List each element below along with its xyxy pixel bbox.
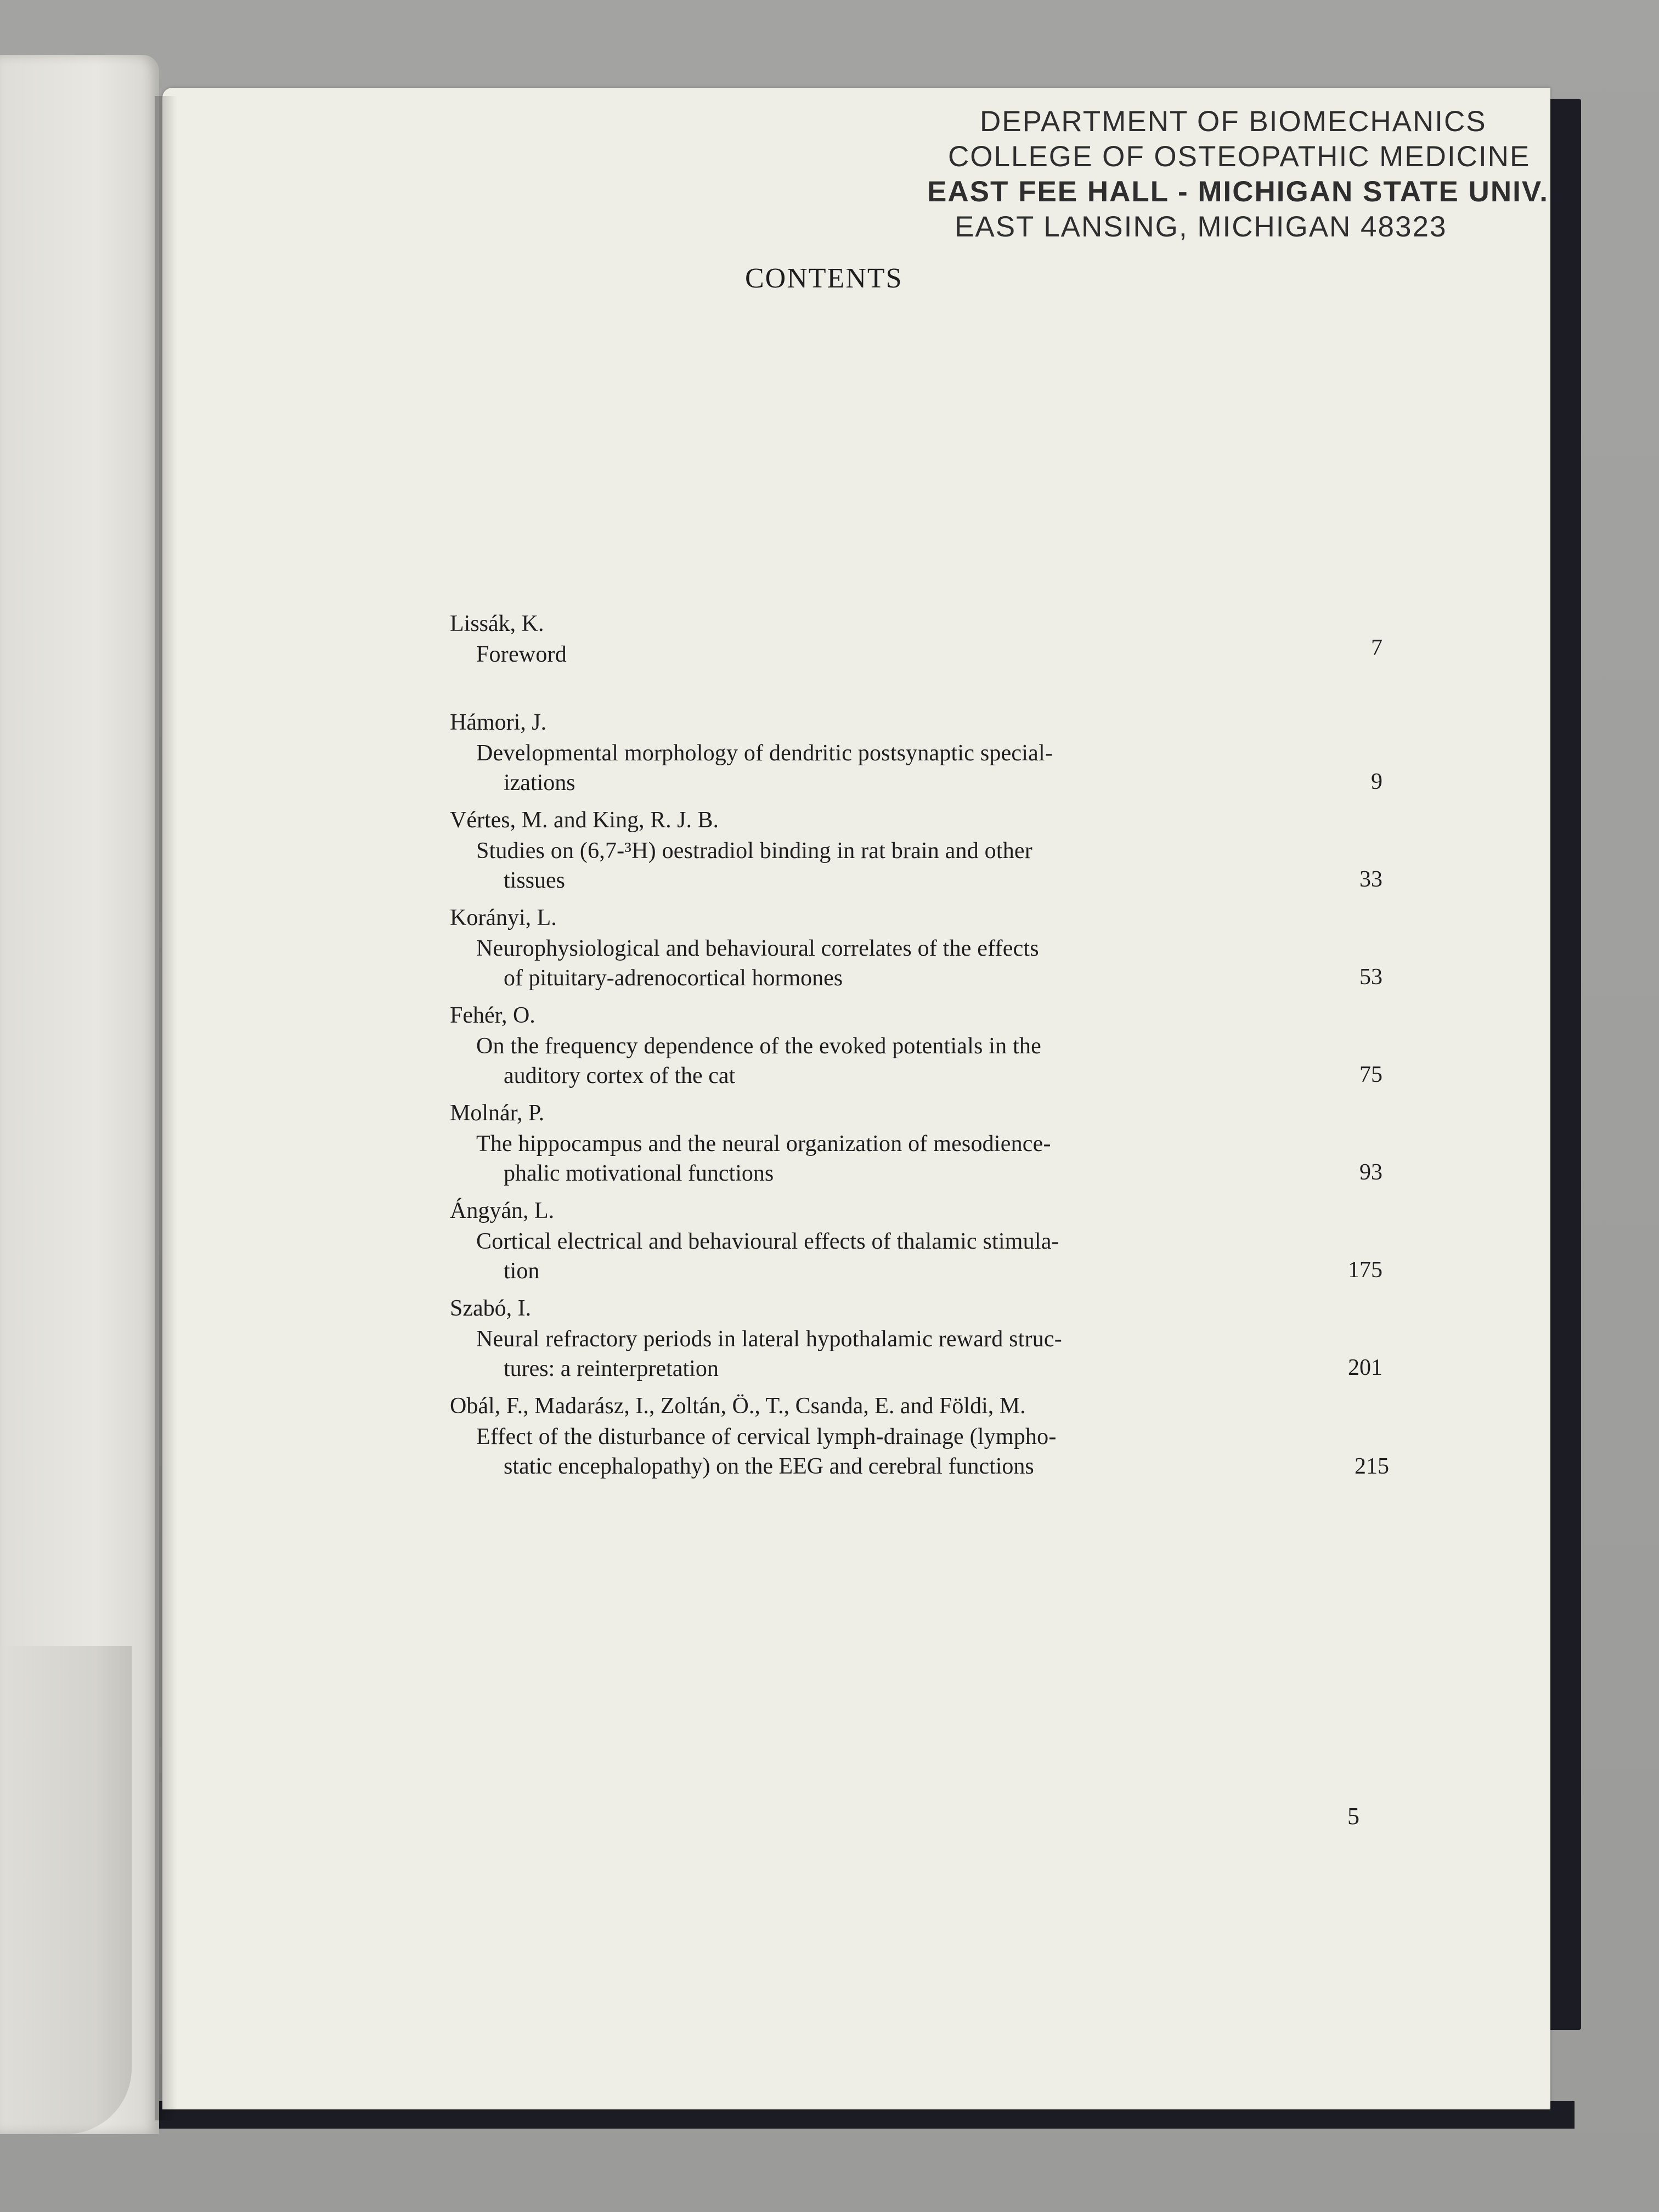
stamp-line-college: COLLEGE OF OSTEOPATHIC MEDICINE <box>948 140 1531 173</box>
toc-entry <box>450 805 1383 903</box>
toc-title-line: Foreword <box>476 642 567 667</box>
toc-page-number: 7 <box>1371 635 1383 661</box>
book-cover-edge <box>1547 99 1581 2030</box>
toc-entry <box>450 708 1383 805</box>
toc-author: Molnár, P. <box>450 1101 545 1126</box>
page-title: CONTENTS <box>745 263 903 294</box>
page-number: 5 <box>1347 1803 1359 1830</box>
contents-page <box>162 88 1550 2109</box>
toc-entry <box>450 1196 1383 1294</box>
toc-author: Vértes, M. and King, R. J. B. <box>450 808 719 833</box>
toc-entry <box>450 1098 1383 1196</box>
page-gutter-shadow <box>155 96 177 2120</box>
toc-page-number: 33 <box>1359 867 1383 892</box>
stamp-line-city: EAST LANSING, MICHIGAN 48323 <box>955 211 1447 243</box>
toc-entry <box>450 1001 1383 1098</box>
left-page-shadow <box>0 1646 132 2134</box>
toc-entry <box>450 903 1383 1001</box>
toc-title-line: Neural refractory periods in lateral hypothalamic reward struc- <box>476 1327 1062 1352</box>
toc-title-line: The hippocampus and the neural organization of mesodience- <box>476 1131 1051 1156</box>
toc-author: Obál, F., Madarász, I., Zoltán, Ö., T., Csanda, E. and Földi, M. <box>450 1393 1026 1419</box>
toc-author: Fehér, O. <box>450 1003 535 1028</box>
toc-entry <box>450 609 1383 708</box>
toc-title-line: On the frequency dependence of the evoked potentials in the <box>476 1034 1041 1059</box>
toc-page-number: 215 <box>1355 1454 1389 1479</box>
toc-title-line: Cortical electrical and behavioural effects of thalamic stimula- <box>476 1229 1059 1254</box>
toc-page-number: 75 <box>1359 1062 1383 1087</box>
toc-title-line: auditory cortex of the cat <box>504 1063 736 1088</box>
toc-page-number: 175 <box>1348 1257 1383 1283</box>
toc-title-line: Effect of the disturbance of cervical lymph-drainage (lympho- <box>476 1424 1057 1449</box>
toc-page-number: 201 <box>1348 1355 1383 1380</box>
table-of-contents <box>450 609 1389 1489</box>
toc-author: Ángyán, L. <box>450 1198 555 1223</box>
stamp-line-department: DEPARTMENT OF BIOMECHANICS <box>980 105 1487 138</box>
toc-author: Hámori, J. <box>450 710 547 735</box>
toc-title-line: static encephalopathy) on the EEG and cerebral functions <box>504 1454 1034 1479</box>
toc-author: Korányi, L. <box>450 905 557 930</box>
toc-author: Szabó, I. <box>450 1296 532 1321</box>
toc-page-number: 93 <box>1359 1160 1383 1185</box>
toc-title-line: Studies on (6,7-³H) oestradiol binding in rat brain and other <box>476 838 1032 864</box>
toc-entry <box>450 1391 1389 1489</box>
toc-author: Lissák, K. <box>450 611 544 636</box>
toc-title-line: of pituitary-adrenocortical hormones <box>504 966 843 991</box>
toc-title-line: Developmental morphology of dendritic postsynaptic special- <box>476 741 1053 766</box>
toc-page-number: 53 <box>1359 964 1383 990</box>
toc-title-line: tissues <box>504 868 566 893</box>
toc-title-line: tion <box>504 1259 540 1284</box>
toc-title-line: izations <box>504 770 575 795</box>
toc-entry <box>450 1294 1383 1391</box>
stamp-line-hall: EAST FEE HALL - MICHIGAN STATE UNIV. <box>927 176 1549 208</box>
toc-title-line: Neurophysiological and behavioural correlates of the effects <box>476 936 1039 961</box>
toc-title-line: tures: a reinterpretation <box>504 1356 719 1381</box>
toc-page-number: 9 <box>1371 769 1383 794</box>
toc-title-line: phalic motivational functions <box>504 1161 774 1186</box>
